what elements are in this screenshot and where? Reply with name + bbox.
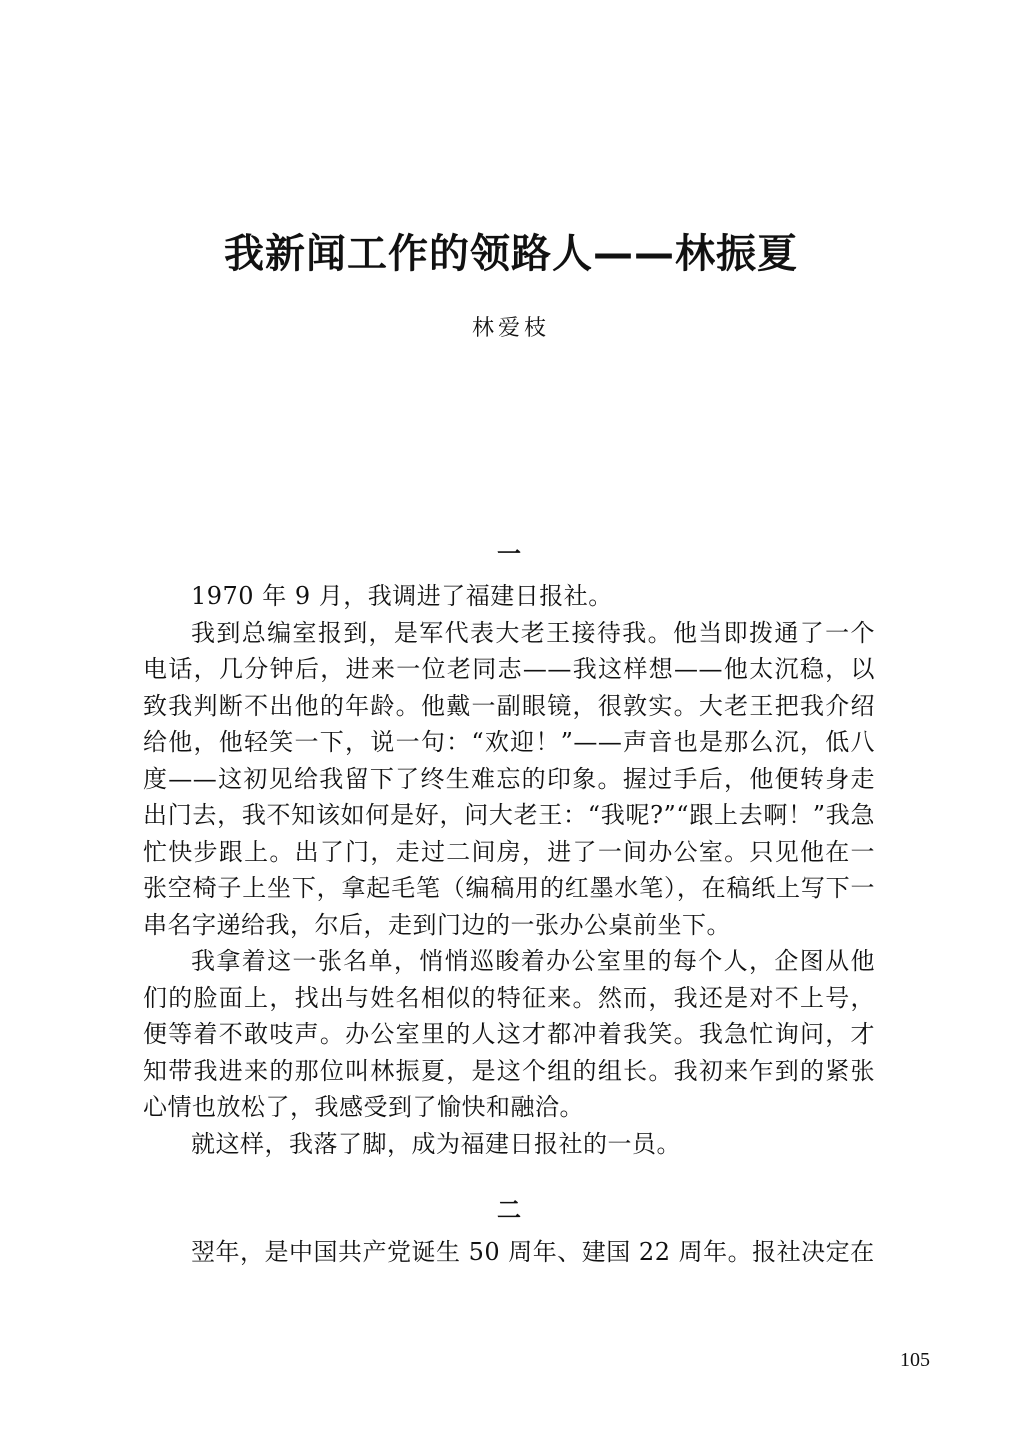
page-number: 105	[900, 1349, 930, 1371]
paragraph: 我到总编室报到，是军代表大老王接待我。他当即拨通了一个电话，几分钟后，进来一位老同志——我这样想——他太沉稳，以致我判断不出他的年龄。他戴一副眼镜，很敦实。大老王把我介绍给他，他轻笑一下，说一句：“欢迎！”——声音也是那么沉，低八度——这初见给我留下了终生难忘的印象。握过手后，他便转身走出门去，我不知该如何是好，问大老王：“我呢?”“跟上去啊！”我急忙快步跟上。出了门，走过二间房，进了一间办公室。只见他在一张空椅子上坐下，拿起毛笔（编稿用的红墨水笔），在稿纸上写下一串名字递给我，尔后，走到门边的一张办公桌前坐下。	[143, 618, 875, 939]
paragraph: 就这样，我落了脚，成为福建日报社的一员。	[191, 1129, 681, 1158]
paragraph: 我拿着这一张名单，悄悄巡睃着办公室里的每个人，企图从他们的脸面上，找出与姓名相似的特征来。然而，我还是对不上号，便等着不敢吱声。办公室里的人这才都冲着我笑。我急忙询问，才知带我进来的那位叫林振夏，是这个组的组长。我初来乍到的紧张心情也放松了，我感受到了愉快和融洽。	[143, 947, 875, 1121]
paragraph: 1970 年 9 月，我调进了福建日报社。	[191, 582, 613, 610]
section-spacer	[143, 1162, 875, 1186]
section-number: 一	[497, 540, 521, 568]
section-number: 二	[497, 1196, 521, 1224]
section-2	[143, 1186, 875, 1271]
author-name: 林爱枝	[471, 316, 550, 341]
article-body	[143, 530, 875, 1271]
section-1	[143, 530, 875, 1162]
paragraph: 翌年，是中国共产党诞生 50 周年、建国 22 周年。报社决定在	[191, 1238, 875, 1266]
article-title: 我新闻工作的领路人——林振夏	[224, 231, 798, 277]
